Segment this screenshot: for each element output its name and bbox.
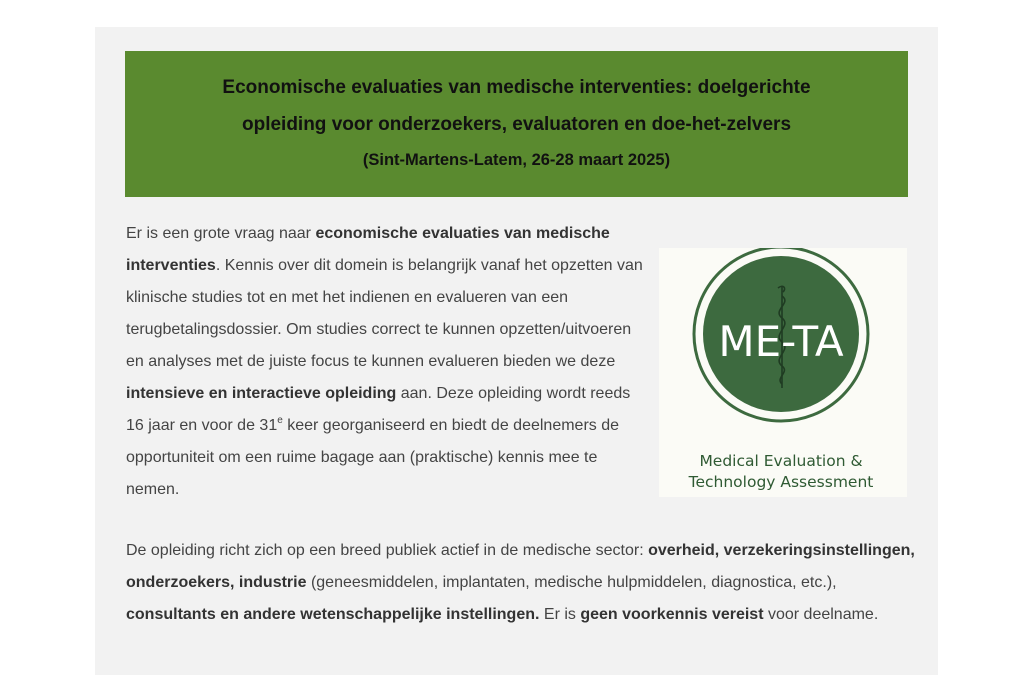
logo-line-1: Medical Evaluation &: [699, 452, 863, 470]
banner-title-line-2: opleiding voor onderzoekers, evaluatoren en doe-het-zelvers: [241, 114, 792, 135]
audience-text-1: De opleiding richt zich op een breed publiek actief in de medische sector:: [126, 542, 649, 559]
intro-bold-2: intensieve en interactieve opleiding: [126, 385, 397, 402]
intro-superscript: e: [277, 415, 283, 426]
meta-logo: [659, 248, 907, 497]
intro-text-2: . Kennis over dit domein is belangrijk vanaf het opzetten van klinische studies tot en met het indienen en evalueren van een terugbetalingsdossier. Om studies correct te kunnen opzetten/uitvoeren en analyses met de juiste focus te kunnen evalueren bieden we deze: [126, 257, 643, 370]
newsletter-card: [95, 27, 938, 675]
audience-bold-1: overheid, verzekeringsinstellingen, onderzoekers, industrie: [126, 542, 915, 591]
banner-title-line-1: Economische evaluaties van medische interventies: doelgerichte: [222, 77, 811, 98]
intro-bold-1: economische evaluaties van medische interventies: [126, 225, 610, 274]
audience-paragraph: [126, 535, 916, 631]
intro-paragraph: [126, 218, 646, 506]
logo-mark: ME-TA: [718, 317, 844, 366]
intro-text-3: aan. Deze opleiding wordt reeds 16 jaar en voor de 31: [126, 385, 631, 434]
audience-text-3: Er is: [539, 606, 581, 623]
audience-bold-3: geen voorkennis vereist: [580, 606, 764, 623]
intro-text-1: Er is een grote vraag naar: [126, 225, 316, 242]
audience-bold-2: consultants en andere wetenschappelijke instellingen.: [126, 606, 540, 623]
audience-text-4: voor deelname.: [763, 606, 879, 623]
audience-text-2: (geneesmiddelen, implantaten, medische hulpmiddelen, diagnostica, etc.),: [306, 574, 837, 591]
logo-line-2: Technology Assessment: [688, 473, 874, 491]
intro-text-4: keer georganiseerd en biedt de deelnemers de opportuniteit om een ruime bagage aan (praktische) kennis mee te nemen.: [126, 417, 620, 498]
header-banner: [125, 51, 908, 197]
banner-subtitle: (Sint-Martens-Latem, 26-28 maart 2025): [362, 151, 671, 169]
